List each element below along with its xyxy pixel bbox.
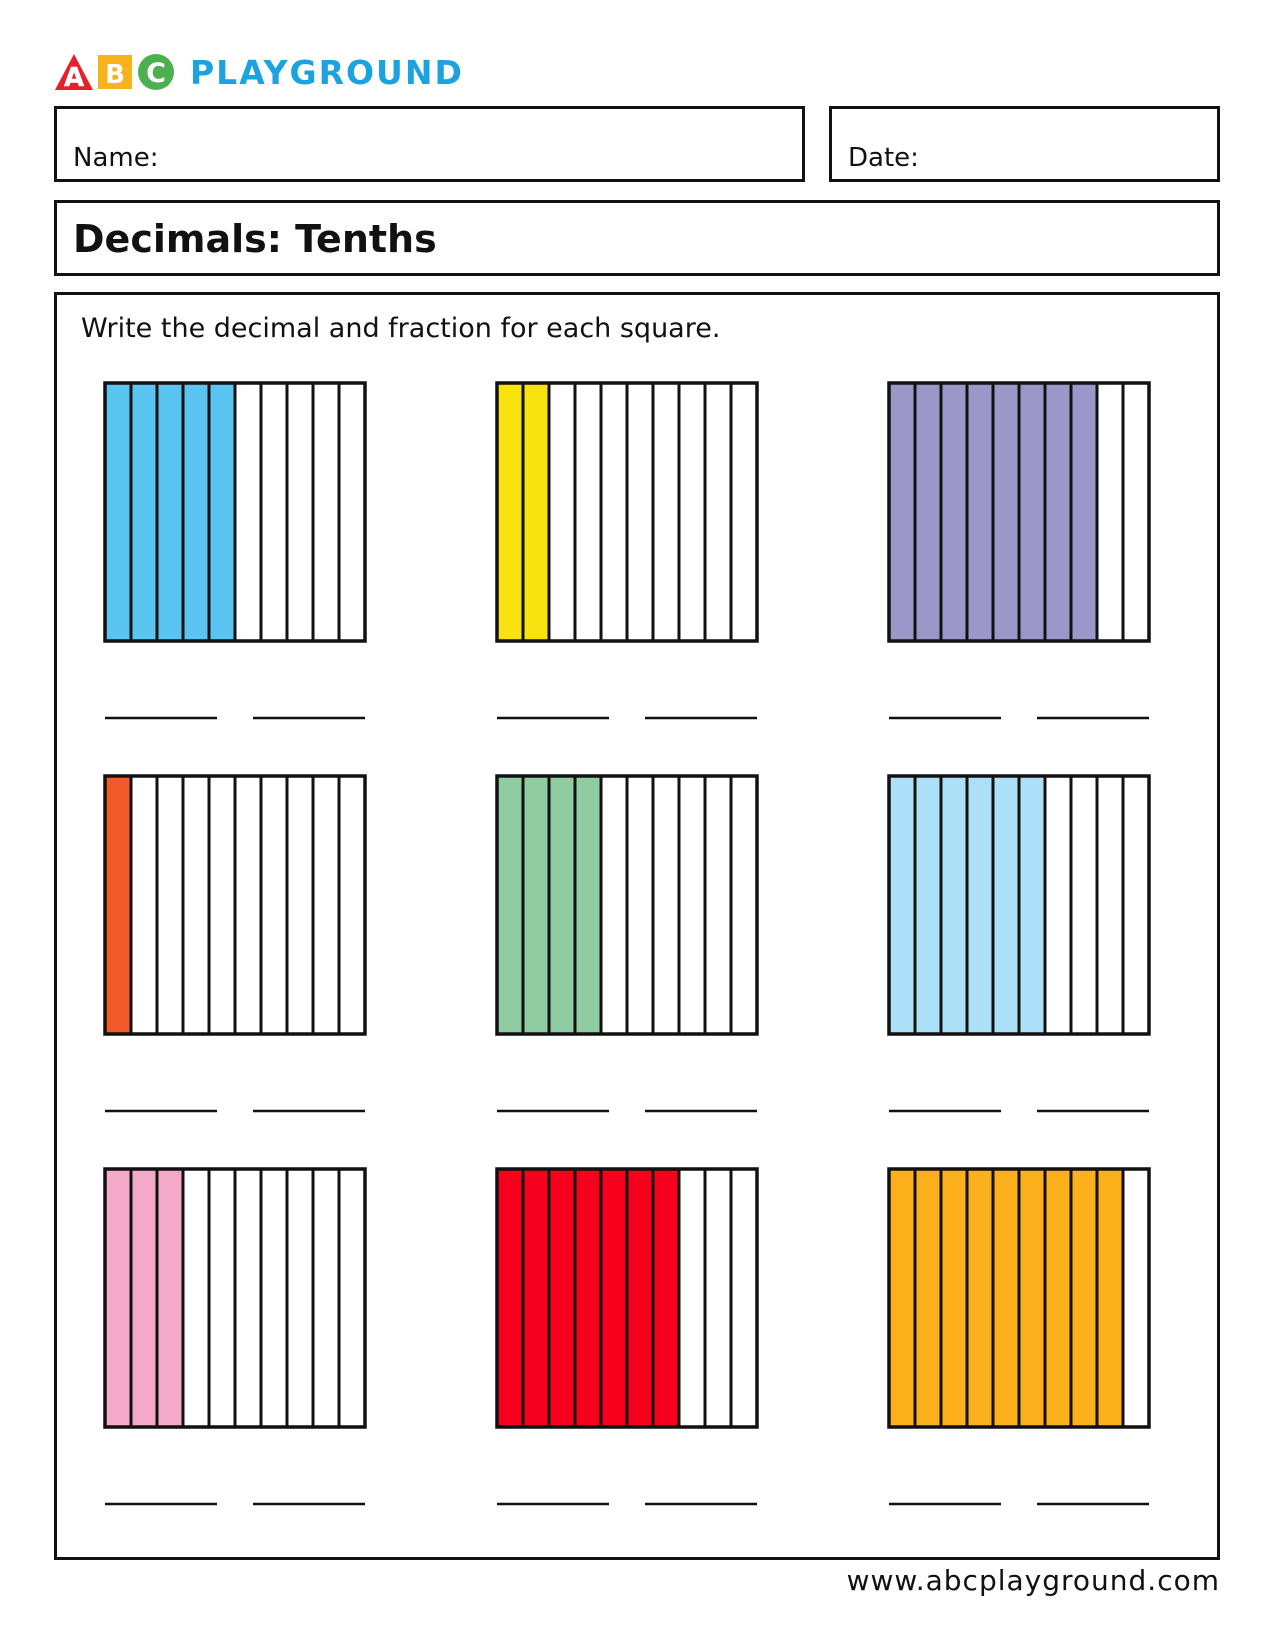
name-field[interactable] — [54, 106, 805, 182]
date-label: Date: — [848, 143, 919, 173]
abc-logo-icon — [54, 52, 184, 92]
worksheet-content — [54, 292, 1220, 1560]
name-label: Name: — [73, 143, 159, 173]
date-field[interactable] — [829, 106, 1220, 182]
logo-wordmark: PLAYGROUND — [190, 52, 464, 92]
title-box — [54, 200, 1220, 276]
worksheet-title: Decimals: Tenths — [73, 217, 437, 261]
instruction-text: Write the decimal and fraction for each square. — [81, 313, 721, 344]
svg-text:B: B — [105, 60, 125, 90]
abc-playground-logo — [54, 52, 464, 92]
svg-text:A: A — [63, 63, 85, 92]
svg-text:C: C — [146, 58, 166, 89]
website-url[interactable]: www.abcplayground.com — [846, 1564, 1220, 1597]
